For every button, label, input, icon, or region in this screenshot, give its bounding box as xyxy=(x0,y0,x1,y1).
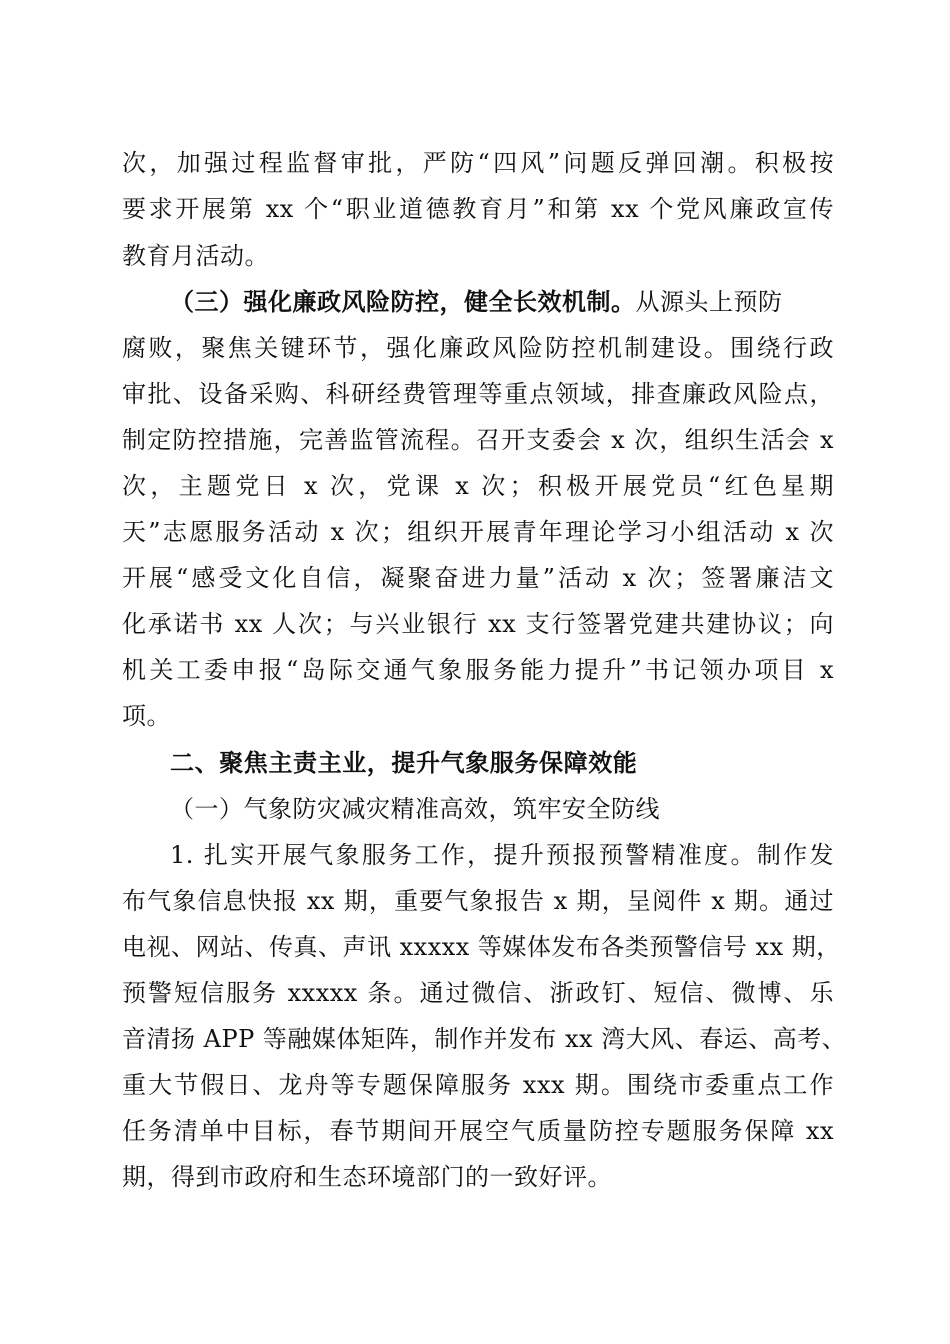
paragraph-line: 审批、设备采购、科研经费管理等重点领域，排查廉政风险点， xyxy=(122,380,834,408)
paragraph-line: 天”志愿服务活动 x 次；组织开展青年理论学习小组活动 x 次 xyxy=(122,518,834,546)
paragraph-line: 重大节假日、龙舟等专题保障服务 xxx 期。围绕市委重点工作 xyxy=(122,1071,834,1099)
section-two-subheading: （一）气象防灾减灾精准高效，筑牢安全防线 xyxy=(170,795,660,823)
paragraph-line: 要求开展第 xx 个“职业道德教育月”和第 xx 个党风廉政宣传 xyxy=(122,195,834,223)
paragraph-line: 1. 扎实开展气象服务工作，提升预报预警精准度。制作发 xyxy=(170,841,834,869)
paragraph-line: 电视、网站、传真、声讯 xxxxx 等媒体发布各类预警信号 xx 期， xyxy=(122,933,841,961)
paragraph-line: 制定防控措施，完善监管流程。召开支委会 x 次，组织生活会 x xyxy=(122,426,834,454)
paragraph-line: 腐败，聚焦关键环节，强化廉政风险防控机制建设。围绕行政 xyxy=(122,334,834,362)
paragraph-line: 化承诺书 xx 人次；与兴业银行 xx 支行签署党建共建协议；向 xyxy=(122,610,834,638)
paragraph-line: 开展“感受文化自信，凝聚奋进力量”活动 x 次；签署廉洁文 xyxy=(122,564,834,592)
paragraph-line: 教育月活动。 xyxy=(122,242,269,270)
section-two-heading: 二、聚焦主责主业，提升气象服务保障效能 xyxy=(170,749,638,777)
paragraph-line: 次，加强过程监督审批，严防“四风”问题反弹回潮。积极按 xyxy=(122,149,834,177)
paragraph-line: 次，主题党日 x 次，党课 x 次；积极开展党员“红色星期 xyxy=(122,472,834,500)
paragraph-line: 任务清单中目标，春节期间开展空气质量防控专题服务保障 xx xyxy=(122,1117,834,1145)
paragraph-line: 布气象信息快报 xx 期，重要气象报告 x 期，呈阅件 x 期。通过 xyxy=(122,887,834,915)
section-3-heading: （三）强化廉政风险防控，健全长效机制。 xyxy=(170,287,636,316)
paragraph-line: 机关工委申报“岛际交通气象服务能力提升”书记领办项目 x xyxy=(122,656,834,684)
paragraph-line: 预警短信服务 xxxxx 条。通过微信、浙政钉、短信、微博、乐 xyxy=(122,979,834,1007)
paragraph-line: 项。 xyxy=(122,702,171,730)
paragraph-line: 音清扬 APP 等融媒体矩阵，制作并发布 xx 湾大风、春运、高考、 xyxy=(122,1025,847,1053)
section-3-lead-text: 从源头上预防 xyxy=(635,288,783,316)
section-3-first-line xyxy=(170,279,834,325)
paragraph-line: 期，得到市政府和生态环境部门的一致好评。 xyxy=(122,1163,612,1191)
